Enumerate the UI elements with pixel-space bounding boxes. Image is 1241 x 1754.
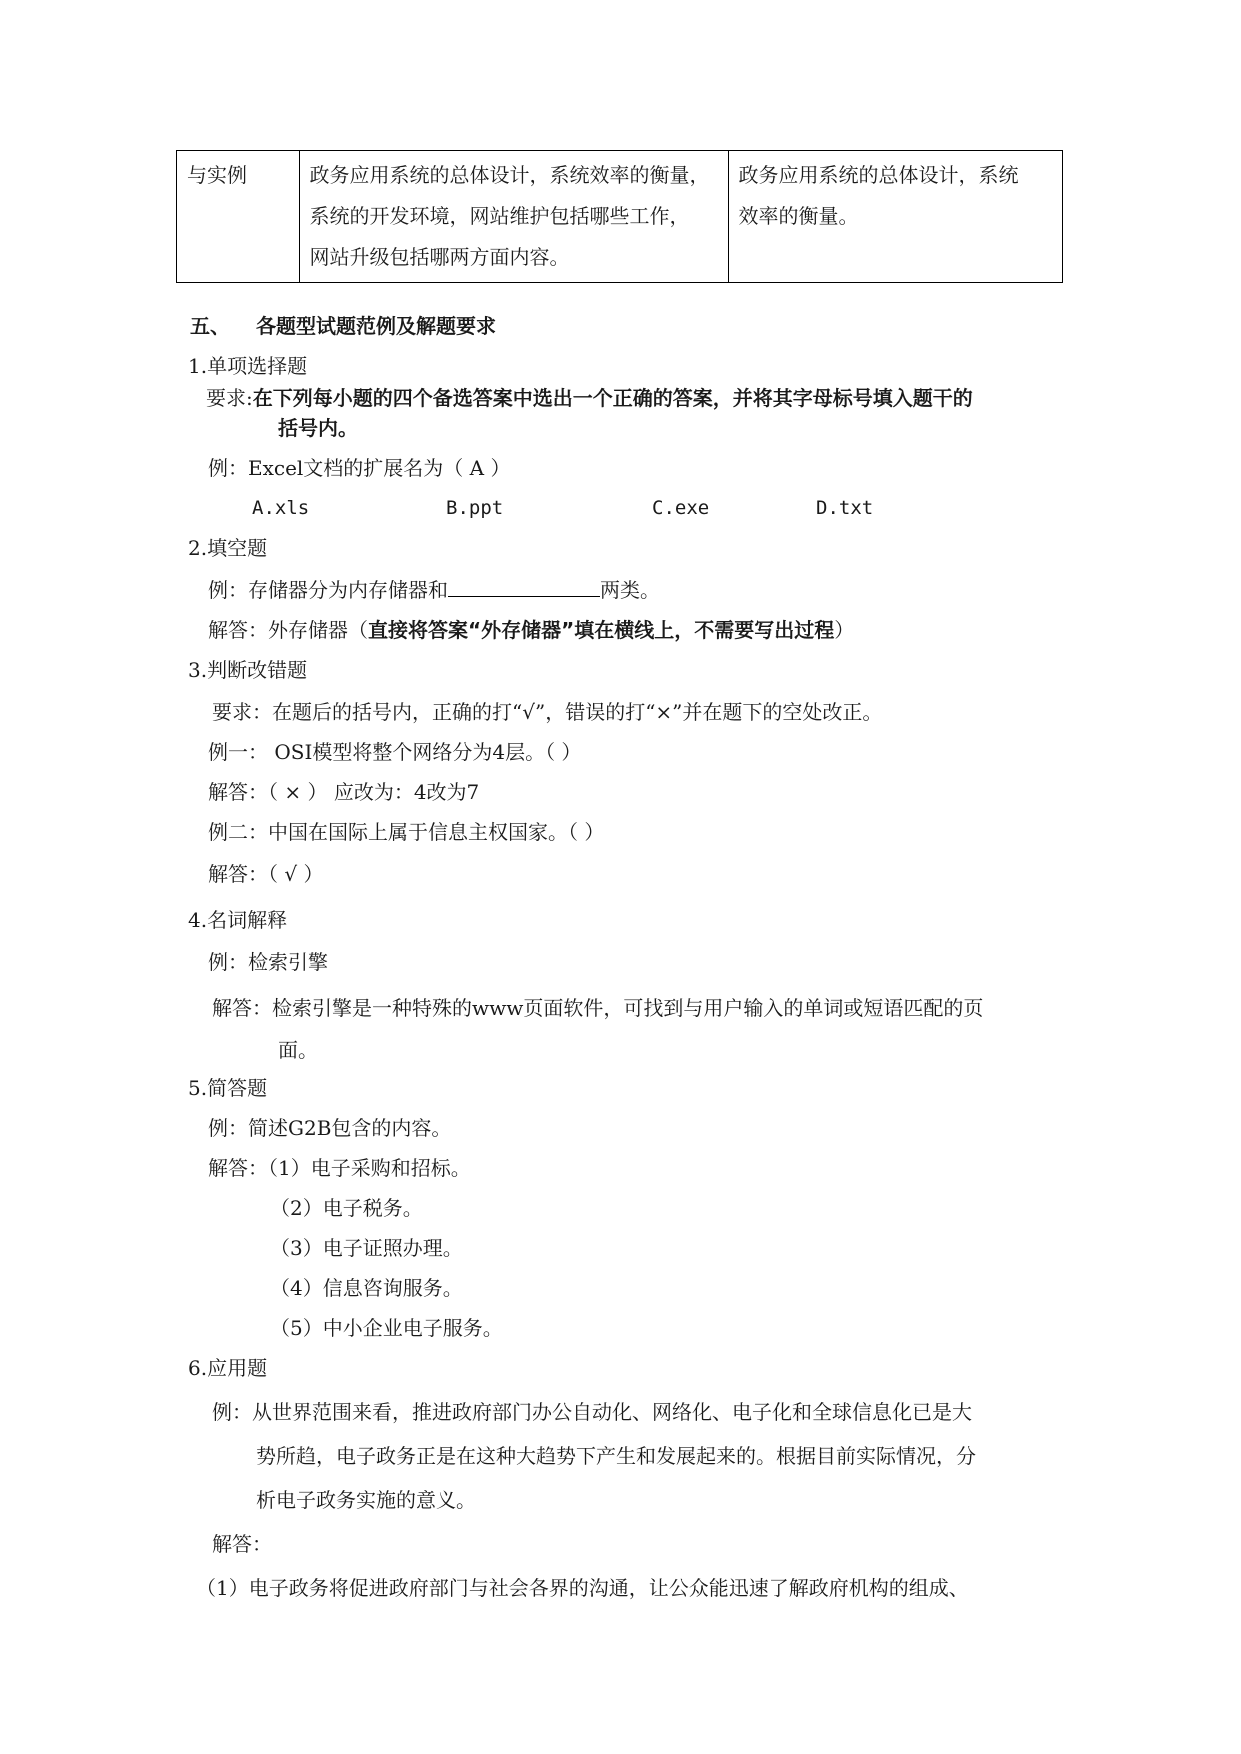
requirement-text: 在下列每小题的四个备选答案中选出一个正确的答案，并将其字母标号填入题干的 <box>252 386 973 410</box>
q3-answer-2: 解答：（ √ ） <box>208 862 324 886</box>
section-title: 各题型试题范例及解题要求 <box>256 314 496 338</box>
syllabus-table <box>176 150 1063 283</box>
q1-option-d: D.txt <box>816 497 874 519</box>
q5-title: 5.简答题 <box>188 1076 268 1100</box>
q1-title: 1.单项选择题 <box>188 354 308 378</box>
q1-requirement <box>206 384 973 412</box>
q1-option-b: B.ppt <box>446 497 504 519</box>
q6-example: 例：从世界范围来看，推进政府部门办公自动化、网络化、电子化和全球信息化已是大 <box>212 1400 972 1424</box>
q3-example-2: 例二：中国在国际上属于信息主权国家。（ ） <box>208 820 605 844</box>
q4-answer-cont: 面。 <box>278 1038 318 1062</box>
fill-blank-line <box>448 576 600 597</box>
table-row <box>177 151 1063 283</box>
q2-title: 2.填空题 <box>188 536 268 560</box>
answer-close: ） <box>834 618 855 642</box>
q4-example: 例：检索引擎 <box>208 950 328 974</box>
section-number: 五、 <box>190 314 230 338</box>
q2-answer <box>208 616 854 644</box>
q4-title: 4.名词解释 <box>188 908 288 932</box>
q5-answer-row <box>208 1154 471 1182</box>
list-item: （2）电子税务。 <box>270 1196 423 1220</box>
cell-line: 网站升级包括哪两方面内容。 <box>309 245 570 269</box>
table-cell-content <box>299 151 728 283</box>
q1-option-c: C.exe <box>652 497 710 519</box>
table-cell-key-points <box>728 151 1063 283</box>
list-item: （3）电子证照办理。 <box>270 1236 463 1260</box>
q2-example <box>208 576 660 604</box>
q6-answer-text: （1）电子政务将促进政府部门与社会各界的沟通，让公众能迅速了解政府机构的组成、 <box>196 1576 969 1600</box>
table-cell-topic <box>177 151 300 283</box>
answer-label: 解答： <box>208 1156 268 1180</box>
cell-line: 政务应用系统的总体设计，系统效率的衡量， <box>309 163 710 187</box>
q6-answer-label: 解答： <box>212 1532 272 1556</box>
cell-line: 政务应用系统的总体设计，系统 <box>738 163 1019 187</box>
section-heading <box>190 312 496 340</box>
q3-requirement: 要求：在题后的括号内，正确的打“√”，错误的打“×”并在题下的空处改正。 <box>212 700 883 724</box>
q3-answer-1: 解答：（ × ） 应改为：4改为7 <box>208 780 480 804</box>
q6-title: 6.应用题 <box>188 1356 268 1380</box>
example-text: 例：存储器分为内存储器和 <box>208 578 448 602</box>
q1-option-a: A.xls <box>252 497 310 519</box>
list-item: （1）电子采购和招标。 <box>268 1156 471 1180</box>
list-item: （5）中小企业电子服务。 <box>270 1316 503 1340</box>
q1-example: 例：Excel文档的扩展名为（ A ） <box>208 456 511 480</box>
q5-example: 例：简述G2B包含的内容。 <box>208 1116 452 1140</box>
q1-requirement-cont: 括号内。 <box>278 416 358 440</box>
cell-line: 系统的开发环境，网站维护包括哪些工作， <box>309 204 690 228</box>
answer-note: 直接将答案“外存储器”填在横线上，不需要写出过程 <box>368 618 835 642</box>
answer-label: 解答：外存储器（ <box>208 618 368 642</box>
q6-example-cont: 析电子政务实施的意义。 <box>256 1488 476 1512</box>
cell-line: 效率的衡量。 <box>738 204 859 228</box>
example-text-end: 两类。 <box>600 578 660 602</box>
q3-example-1: 例一： OSI模型将整个网络分为4层。（ ） <box>208 740 582 764</box>
cell-text: 与实例 <box>187 163 247 187</box>
list-item: （4）信息咨询服务。 <box>270 1276 463 1300</box>
requirement-label: 要求: <box>206 386 253 410</box>
q3-title: 3.判断改错题 <box>188 658 308 682</box>
q6-example-cont: 势所趋，电子政务正是在这种大趋势下产生和发展起来的。根据目前实际情况，分 <box>256 1444 976 1468</box>
q4-answer: 解答：检索引擎是一种特殊的www页面软件，可找到与用户输入的单词或短语匹配的页 <box>212 996 984 1020</box>
